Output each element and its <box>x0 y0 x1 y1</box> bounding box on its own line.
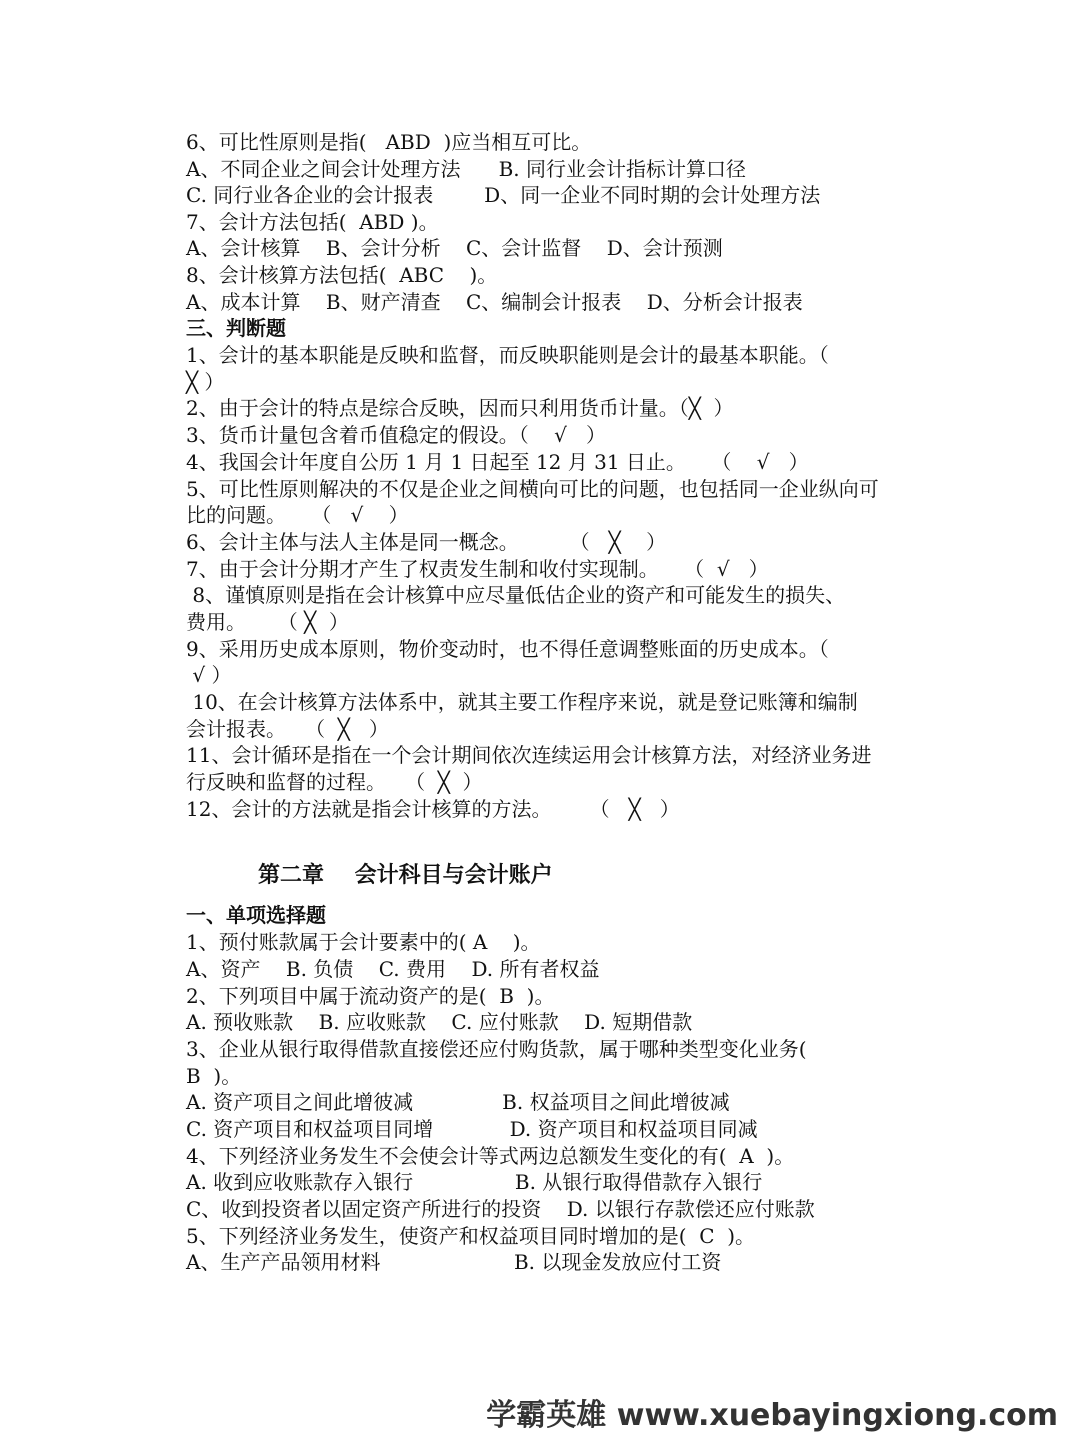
watermark-footer: 学霸英雄 www.xuebayingxiong.com <box>486 1398 1058 1433</box>
text-line: 费用。 （ ╳ ） <box>186 610 349 634</box>
text-line: 3、货币计量包含着币值稳定的假设。（ √ ） <box>186 423 606 447</box>
text-line: A. 收到应收账款存入银行 B. 从银行取得借款存入银行 <box>186 1170 763 1194</box>
text-line: C、收到投资者以固定资产所进行的投资 D. 以银行存款偿还应付账款 <box>186 1197 815 1221</box>
text-line: 4、我国会计年度自公历 1 月 1 日起至 12 月 31 日止。 （ √ ） <box>186 450 809 474</box>
text-line: 7、由于会计分期才产生了权责发生制和收付实现制。 （ √ ） <box>186 557 769 581</box>
text-line: A、会计核算 B、会计分析 C、会计监督 D、会计预测 <box>186 236 723 260</box>
text-line: 7、会计方法包括( ABD )。 <box>186 210 439 234</box>
text-line: C. 资产项目和权益项目同增 D. 资产项目和权益项目同减 <box>186 1117 758 1141</box>
text-line: A. 资产项目之间此增彼减 B. 权益项目之间此增彼减 <box>186 1090 730 1114</box>
text-line: 2、下列项目中属于流动资产的是( B )。 <box>186 984 555 1008</box>
text-line: 10、在会计核算方法体系中，就其主要工作程序来说，就是登记账簿和编制 <box>186 690 858 714</box>
text-line: 2、由于会计的特点是综合反映，因而只利用货币计量。（╳ ） <box>186 396 734 420</box>
text-line: 1、预付账款属于会计要素中的( A )。 <box>186 930 541 954</box>
text-line: 6、会计主体与法人主体是同一概念。 （ ╳ ） <box>186 530 667 554</box>
chapter-title: 第二章 会计科目与会计账户 <box>258 862 553 888</box>
text-line: A、成本计算 B、财产清查 C、编制会计报表 D、分析会计报表 <box>186 290 803 314</box>
text-line: 11、会计循环是指在一个会计期间依次连续运用会计核算方法，对经济业务进 <box>186 743 872 767</box>
text-line: A、不同企业之间会计处理方法 B. 同行业会计指标计算口径 <box>186 157 746 181</box>
text-line: 比的问题。 （ √ ） <box>186 503 409 527</box>
text-line: 6、可比性原则是指( ABD )应当相互可比。 <box>186 130 592 154</box>
text-line: 行反映和监督的过程。 （ ╳ ） <box>186 770 483 794</box>
section-heading: 一、单项选择题 <box>186 903 326 927</box>
text-line: 会计报表。 （ ╳ ） <box>186 717 389 741</box>
text-line: √ ） <box>186 663 232 687</box>
section-heading: 三、判断题 <box>186 316 286 340</box>
text-line: A、资产 B. 负债 C. 费用 D. 所有者权益 <box>186 957 600 981</box>
text-line: 1、会计的基本职能是反映和监督，而反映职能则是会计的最基本职能。（ <box>186 343 829 367</box>
text-line: 4、下列经济业务发生不会使会计等式两边总额发生变化的有( A )。 <box>186 1144 795 1168</box>
text-line: 5、下列经济业务发生，使资产和权益项目同时增加的是( C )。 <box>186 1224 756 1248</box>
text-line: ╳ ） <box>186 370 225 394</box>
text-line: 8、谨慎原则是指在会计核算中应尽量低估企业的资产和可能发生的损失、 <box>186 583 846 607</box>
text-line: A、生产产品领用材料 B. 以现金发放应付工资 <box>186 1250 722 1274</box>
text-line: 12、会计的方法就是指会计核算的方法。 （ ╳ ） <box>186 797 680 821</box>
text-line: 9、采用历史成本原则，物价变动时，也不得任意调整账面的历史成本。（ <box>186 637 829 661</box>
text-line: 8、会计核算方法包括( ABC )。 <box>186 263 498 287</box>
text-line: 3、企业从银行取得借款直接偿还应付购货款，属于哪种类型变化业务( <box>186 1037 807 1061</box>
text-line: A. 预收账款 B. 应收账款 C. 应付账款 D. 短期借款 <box>186 1010 693 1034</box>
text-line: C. 同行业各企业的会计报表 D、同一企业不同时期的会计处理方法 <box>186 183 821 207</box>
text-line: B )。 <box>186 1064 242 1088</box>
text-line: 5、可比性原则解决的不仅是企业之间横向可比的问题，也包括同一企业纵向可 <box>186 477 879 501</box>
